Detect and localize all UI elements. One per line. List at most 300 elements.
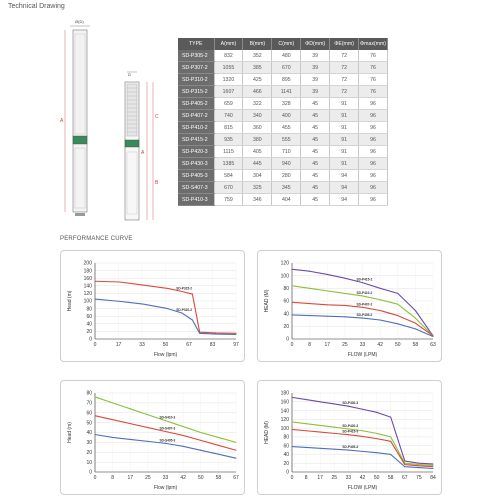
- data-point: [306, 399, 307, 400]
- spec-value-cell: 1607: [214, 86, 243, 98]
- dim-b-label: B: [155, 180, 159, 186]
- spec-value-cell: 91: [330, 134, 359, 146]
- x-tick-label: 8: [111, 475, 115, 481]
- spec-table-row: [178, 134, 388, 146]
- data-point: [218, 454, 219, 455]
- y-tick-label: 0: [286, 336, 289, 343]
- spec-value-cell: 345: [272, 182, 301, 194]
- data-point: [167, 308, 168, 309]
- spec-value-cell: 96: [359, 98, 388, 110]
- data-point: [397, 293, 398, 294]
- x-tick-label: 67: [186, 342, 192, 348]
- model-type-cell: SD-P407-2: [178, 110, 214, 122]
- data-point: [433, 464, 434, 465]
- x-tick-label: 50: [162, 342, 169, 348]
- spec-table-row: [178, 98, 388, 110]
- data-point: [147, 414, 148, 415]
- data-point: [404, 464, 405, 465]
- data-point: [309, 303, 310, 304]
- series-label: SD-P405-3: [342, 445, 359, 450]
- spec-table-row: [178, 110, 388, 122]
- y-tick-label: 0: [286, 469, 289, 476]
- x-tick-label: 42: [377, 342, 383, 348]
- data-point: [327, 304, 328, 305]
- x-tick-label: 83: [209, 342, 216, 348]
- dim-a-label-left: A: [60, 118, 64, 124]
- performance-chart-3: [60, 380, 245, 495]
- data-point: [147, 427, 148, 428]
- spec-value-cell: 480: [272, 50, 301, 62]
- spec-value-cell: 360: [243, 122, 272, 134]
- spec-table-row: [178, 182, 388, 194]
- data-point: [362, 451, 363, 452]
- spec-value-cell: 91: [330, 122, 359, 134]
- spec-value-cell: 91: [330, 158, 359, 170]
- data-point: [418, 467, 419, 468]
- y-tick-label: 30: [86, 440, 92, 447]
- model-type-cell: SD-P410-2: [178, 122, 214, 134]
- x-tick-label: 67: [233, 475, 239, 481]
- data-point: [348, 450, 349, 451]
- data-point: [418, 463, 419, 464]
- x-tick-label: 17: [324, 342, 331, 348]
- spec-value-cell: 322: [243, 98, 272, 110]
- data-point: [415, 318, 416, 319]
- x-tick-label: 97: [233, 342, 239, 348]
- x-tick-label: 25: [342, 342, 348, 348]
- spec-value-cell: 94: [330, 182, 359, 194]
- spec-value-cell: 940: [272, 158, 301, 170]
- y-tick-label: 60: [283, 298, 289, 305]
- x-tick-label: 0: [290, 342, 294, 348]
- data-point: [327, 274, 328, 275]
- data-point: [380, 288, 381, 289]
- spec-value-cell: 895: [272, 74, 301, 86]
- y-tick-label: 20: [86, 449, 92, 456]
- spec-table-row: [178, 50, 388, 62]
- y-tick-label: 40: [283, 452, 289, 459]
- data-point: [183, 435, 184, 436]
- pump-technical-drawing: [55, 12, 175, 222]
- y-tick-label: 70: [86, 400, 92, 407]
- spec-table-row: [178, 194, 388, 206]
- x-tick-label: 58: [387, 475, 394, 481]
- x-tick-label: 8: [304, 475, 308, 481]
- series-label: SD-P430-3: [342, 401, 359, 406]
- y-axis-label: HEAD (M): [264, 289, 270, 313]
- model-type-cell: SD-P430-3: [178, 158, 214, 170]
- y-tick-label: 100: [83, 298, 92, 305]
- x-tick-label: 0: [93, 342, 97, 348]
- spec-value-cell: 445: [243, 158, 272, 170]
- y-tick-label: 160: [83, 275, 92, 282]
- y-tick-label: 0: [89, 469, 92, 476]
- series-label: SD-P405-2: [356, 313, 373, 318]
- spec-header-cell: A(mm): [214, 38, 243, 50]
- data-point: [236, 334, 237, 335]
- technical-drawing-title: Technical Drawing: [8, 3, 65, 10]
- data-point: [380, 320, 381, 321]
- model-type-cell: SD-P415-2: [178, 134, 214, 146]
- y-tick-label: 20: [283, 324, 289, 331]
- model-type-cell: SD-P315-2: [178, 86, 214, 98]
- data-point: [418, 465, 419, 466]
- series-label: SD-P315-2: [176, 286, 192, 291]
- spec-value-cell: 45: [301, 146, 330, 158]
- spec-value-cell: 72: [330, 50, 359, 62]
- x-tick-label: 25: [145, 475, 151, 481]
- data-point: [320, 401, 321, 402]
- chart-svg: [61, 381, 244, 494]
- x-tick-label: 0: [93, 475, 97, 481]
- data-point: [192, 320, 193, 321]
- spec-value-cell: 325: [243, 182, 272, 194]
- y-tick-label: 80: [86, 390, 92, 397]
- data-point: [433, 465, 434, 466]
- data-point: [334, 433, 335, 434]
- x-tick-label: 17: [115, 342, 122, 348]
- data-point: [327, 290, 328, 291]
- data-point: [362, 318, 363, 319]
- y-tick-label: 140: [280, 408, 289, 415]
- data-point: [348, 406, 349, 407]
- data-point: [309, 315, 310, 316]
- data-point: [292, 421, 293, 422]
- data-point: [183, 446, 184, 447]
- spec-value-cell: 455: [272, 122, 301, 134]
- model-type-cell: SD-S407-3: [178, 182, 214, 194]
- spec-value-cell: 45: [301, 110, 330, 122]
- spec-value-cell: 670: [272, 62, 301, 74]
- y-tick-label: 80: [283, 434, 289, 441]
- x-tick-label: 42: [359, 475, 366, 481]
- data-point: [119, 282, 120, 283]
- spec-value-cell: 340: [243, 110, 272, 122]
- performance-curve-title: PERFORMANCE CURVE: [60, 236, 133, 242]
- data-point: [433, 468, 434, 469]
- x-tick-label: 17: [317, 475, 323, 481]
- y-tick-label: 100: [280, 425, 289, 432]
- data-point: [292, 302, 293, 303]
- x-tick-label: 75: [416, 475, 422, 481]
- data-point: [292, 446, 293, 447]
- spec-value-cell: 1055: [214, 62, 243, 74]
- data-point: [306, 423, 307, 424]
- spec-value-cell: 1115: [214, 146, 243, 158]
- data-point: [404, 466, 405, 467]
- spec-table-row: [178, 170, 388, 182]
- data-point: [119, 301, 120, 302]
- y-tick-label: 10: [86, 459, 92, 466]
- x-tick-label: 8: [308, 342, 312, 348]
- spec-value-cell: 72: [330, 86, 359, 98]
- spec-value-cell: 740: [214, 110, 243, 122]
- dim-c-label: C: [155, 114, 159, 120]
- y-tick-label: 180: [83, 268, 92, 275]
- y-tick-label: 140: [83, 283, 92, 290]
- x-tick-label: 33: [139, 342, 145, 348]
- chart-svg: [258, 381, 441, 494]
- spec-table-header: [178, 38, 388, 50]
- spec-value-cell: 405: [243, 146, 272, 158]
- data-point: [362, 282, 363, 283]
- data-point: [182, 291, 183, 292]
- data-point: [165, 431, 166, 432]
- spec-value-cell: 96: [359, 122, 388, 134]
- y-tick-label: 20: [86, 329, 92, 336]
- data-point: [200, 440, 201, 441]
- x-tick-label: 58: [412, 342, 419, 348]
- spec-value-cell: 710: [272, 146, 301, 158]
- spec-header-cell: TYPE: [178, 38, 214, 50]
- spec-value-cell: 1141: [272, 86, 301, 98]
- spec-table-row: [178, 86, 388, 98]
- data-point: [334, 449, 335, 450]
- x-tick-label: 25: [331, 475, 338, 481]
- y-tick-label: 60: [86, 313, 92, 320]
- spec-header-cell: ΦD(mm): [301, 38, 330, 50]
- spec-value-cell: 96: [359, 194, 388, 206]
- spec-value-cell: 1320: [214, 74, 243, 86]
- spec-value-cell: 555: [272, 134, 301, 146]
- spec-value-cell: 404: [272, 194, 301, 206]
- data-point: [183, 426, 184, 427]
- data-point: [236, 450, 237, 451]
- data-point: [320, 448, 321, 449]
- data-point: [344, 278, 345, 279]
- performance-chart-1: [60, 250, 245, 362]
- data-point: [309, 271, 310, 272]
- data-point: [397, 304, 398, 305]
- spec-value-cell: 832: [214, 50, 243, 62]
- data-point: [236, 458, 237, 459]
- data-point: [397, 315, 398, 316]
- data-point: [215, 332, 216, 333]
- x-tick-label: 0: [290, 475, 294, 481]
- data-point: [292, 429, 293, 430]
- spec-value-cell: 45: [301, 158, 330, 170]
- spec-value-cell: 96: [359, 182, 388, 194]
- model-type-cell: SD-P420-3: [178, 146, 214, 158]
- data-point: [404, 461, 405, 462]
- spec-value-cell: 76: [359, 62, 388, 74]
- y-tick-label: 160: [280, 399, 289, 406]
- y-tick-label: 120: [280, 417, 289, 424]
- model-type-cell: SD-P305-2: [178, 50, 214, 62]
- spec-header-cell: ΦE(mm): [330, 38, 359, 50]
- spec-value-cell: 935: [214, 134, 243, 146]
- data-point: [390, 454, 391, 455]
- diameter-body-label: D: [128, 72, 131, 77]
- x-tick-label: 42: [180, 475, 186, 481]
- spec-value-cell: 385: [243, 62, 272, 74]
- y-tick-label: 0: [89, 336, 92, 343]
- spec-table-row: [178, 122, 388, 134]
- data-point: [112, 419, 113, 420]
- performance-chart-2: [257, 250, 442, 362]
- spec-value-cell: 425: [243, 74, 272, 86]
- spec-table: [178, 38, 388, 206]
- spec-table-row: [178, 62, 388, 74]
- spec-value-cell: 1385: [214, 158, 243, 170]
- data-point: [334, 427, 335, 428]
- x-tick-label: 33: [345, 475, 352, 481]
- data-point: [390, 441, 391, 442]
- data-point: [415, 310, 416, 311]
- series-label: SD-S410-3: [159, 415, 176, 420]
- data-point: [130, 408, 131, 409]
- data-point: [320, 432, 321, 433]
- spec-value-cell: 94: [330, 194, 359, 206]
- y-tick-label: 200: [83, 260, 92, 267]
- spec-header-cell: B(mm): [243, 38, 272, 50]
- y-tick-label: 40: [86, 430, 92, 437]
- data-point: [433, 466, 434, 467]
- x-tick-label: 50: [394, 342, 401, 348]
- x-tick-label: 50: [197, 475, 204, 481]
- spec-value-cell: 72: [330, 62, 359, 74]
- y-tick-label: 180: [280, 390, 289, 397]
- diameter-top-label: Ø(D): [75, 19, 84, 24]
- spec-value-cell: 280: [272, 170, 301, 182]
- data-point: [390, 417, 391, 418]
- data-point: [292, 397, 293, 398]
- data-point: [433, 336, 434, 337]
- performance-chart-4: [257, 380, 442, 495]
- data-point: [306, 430, 307, 431]
- chart-svg: [258, 251, 441, 361]
- spec-table-row: [178, 74, 388, 86]
- spec-value-cell: 96: [359, 158, 388, 170]
- x-tick-label: 17: [127, 475, 134, 481]
- data-point: [362, 436, 363, 437]
- y-tick-label: 80: [86, 306, 92, 313]
- spec-value-cell: 352: [243, 50, 272, 62]
- data-point: [95, 415, 96, 416]
- x-tick-label: 84: [430, 475, 436, 481]
- data-point: [215, 334, 216, 335]
- model-type-cell: SD-P310-2: [178, 74, 214, 86]
- x-tick-label: 58: [215, 475, 222, 481]
- spec-table-row: [178, 146, 388, 158]
- series-label: SD-P310-2: [176, 308, 192, 313]
- data-point: [112, 402, 113, 403]
- spec-value-cell: 96: [359, 134, 388, 146]
- y-axis-label: Head (m): [67, 422, 73, 443]
- data-point: [380, 299, 381, 300]
- data-point: [200, 432, 201, 433]
- x-axis-label: FLOW (LPM): [347, 352, 378, 358]
- data-point: [130, 439, 131, 440]
- data-point: [362, 307, 363, 308]
- data-point: [397, 323, 398, 324]
- spec-value-cell: 72: [330, 74, 359, 86]
- data-point: [376, 438, 377, 439]
- spec-value-cell: 91: [330, 146, 359, 158]
- data-point: [327, 316, 328, 317]
- data-point: [376, 412, 377, 413]
- y-axis-label: HEAD (M): [264, 421, 270, 444]
- data-point: [334, 403, 335, 404]
- data-point: [218, 437, 219, 438]
- series-label: SD-P407-2: [356, 302, 373, 307]
- y-tick-label: 40: [283, 311, 289, 318]
- data-point: [320, 425, 321, 426]
- data-point: [167, 288, 168, 289]
- series-label: SD-P415-2: [356, 277, 373, 282]
- spec-header-cell: Φmax(mm): [359, 38, 388, 50]
- data-point: [344, 293, 345, 294]
- data-point: [376, 452, 377, 453]
- spec-value-cell: 45: [301, 98, 330, 110]
- spec-value-cell: 39: [301, 86, 330, 98]
- y-tick-label: 120: [83, 291, 92, 298]
- spec-value-cell: 328: [272, 98, 301, 110]
- y-tick-label: 40: [86, 321, 92, 328]
- data-point: [415, 328, 416, 329]
- spec-value-cell: 76: [359, 50, 388, 62]
- y-tick-label: 80: [283, 286, 289, 293]
- spec-value-cell: 45: [301, 194, 330, 206]
- spec-value-cell: 39: [301, 50, 330, 62]
- data-point: [362, 295, 363, 296]
- y-tick-label: 60: [283, 443, 289, 450]
- dim-a-label-right: A: [141, 150, 145, 156]
- x-axis-label: Flow (lpm): [153, 352, 178, 358]
- data-point: [142, 304, 143, 305]
- spec-value-cell: 96: [359, 170, 388, 182]
- data-point: [418, 464, 419, 465]
- x-tick-label: 50: [373, 475, 380, 481]
- data-point: [306, 447, 307, 448]
- x-axis-label: FLOW (LPM): [347, 485, 378, 491]
- spec-value-cell: 76: [359, 86, 388, 98]
- data-point: [95, 281, 96, 282]
- series-label: SD-P410-2: [356, 290, 373, 295]
- data-point: [200, 450, 201, 451]
- x-tick-label: 63: [430, 342, 436, 348]
- spec-header-cell: C(mm): [272, 38, 301, 50]
- spec-value-cell: 400: [272, 110, 301, 122]
- series-label: SD-S407-3: [159, 426, 176, 431]
- series-label: SD-P415-3: [342, 429, 359, 434]
- series-label: SD-S405-3: [159, 438, 176, 443]
- spec-value-cell: 39: [301, 62, 330, 74]
- data-point: [344, 305, 345, 306]
- data-point: [376, 433, 377, 434]
- spec-value-cell: 39: [301, 74, 330, 86]
- spec-value-cell: 659: [214, 98, 243, 110]
- spec-table-row: [178, 158, 388, 170]
- data-point: [192, 294, 193, 295]
- model-type-cell: SD-P410-3: [178, 194, 214, 206]
- spec-value-cell: 96: [359, 146, 388, 158]
- spec-value-cell: 91: [330, 98, 359, 110]
- spec-value-cell: 45: [301, 122, 330, 134]
- spec-value-cell: 346: [243, 194, 272, 206]
- data-point: [390, 436, 391, 437]
- data-point: [130, 423, 131, 424]
- data-point: [362, 409, 363, 410]
- data-point: [218, 445, 219, 446]
- spec-value-cell: 94: [330, 170, 359, 182]
- model-type-cell: SD-P307-2: [178, 62, 214, 74]
- data-point: [415, 323, 416, 324]
- model-type-cell: SD-P405-3: [178, 170, 214, 182]
- data-point: [182, 313, 183, 314]
- spec-value-cell: 584: [214, 170, 243, 182]
- spec-value-cell: 45: [301, 182, 330, 194]
